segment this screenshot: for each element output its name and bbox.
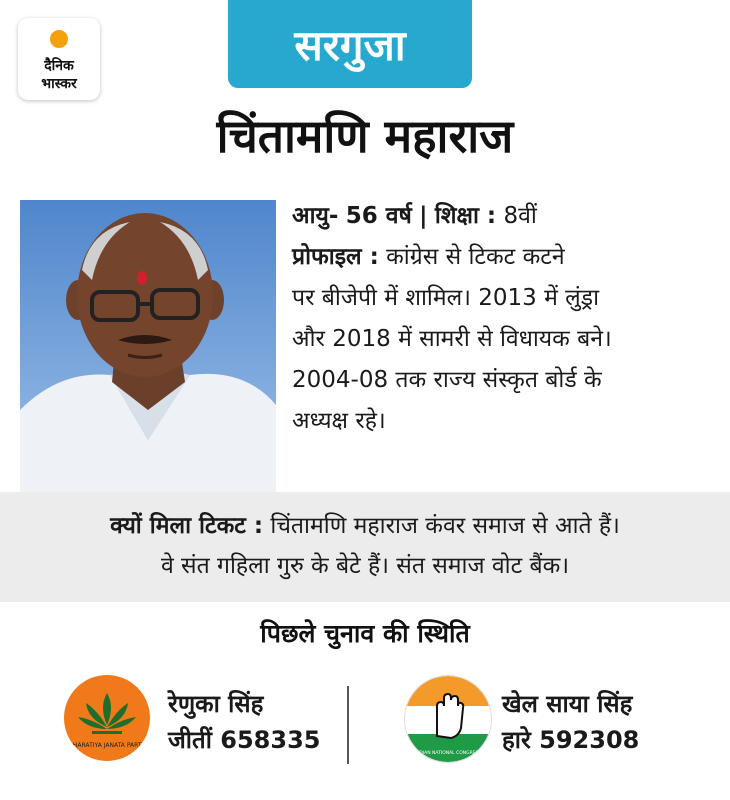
winner-status-row — [168, 722, 320, 758]
results-divider — [347, 686, 349, 764]
loser-votes: 592308 — [539, 726, 640, 754]
education-value: 8वीं — [503, 203, 537, 229]
dainik-bhaskar-logo — [18, 18, 100, 100]
age-label: आयु- — [292, 203, 339, 229]
sun-icon — [50, 30, 68, 48]
reason-line1: चिंतामणि महाराज कंवर समाज से आते हैं। — [270, 513, 620, 539]
profile-text: कांग्रेस से टिकट कटने — [386, 244, 565, 270]
logo-line2: भास्कर — [41, 76, 77, 92]
candidate-photo — [20, 200, 276, 492]
logo-line1: दैनिक — [44, 58, 74, 74]
profile-line: पर बीजेपी में शामिल। 2013 में लुंड्रा — [292, 285, 600, 311]
profile-line: और 2018 में सामरी से विधायक बने। — [292, 326, 612, 352]
ticket-reason-text — [10, 506, 720, 586]
winner-status: जीतीं — [168, 726, 212, 754]
bjp-lotus-icon — [64, 675, 150, 761]
congress-hand-icon — [405, 676, 491, 762]
profile-line: 2004-08 तक राज्य संस्कृत बोर्ड के — [292, 367, 602, 393]
age-education-row — [292, 196, 712, 237]
candidate-name: चिंतामणि महाराज — [216, 109, 514, 163]
winner-votes: 658335 — [220, 726, 321, 754]
age-value: 56 वर्ष — [345, 203, 412, 229]
loser-status-row — [502, 722, 639, 758]
region-banner: सरगुजा — [228, 0, 472, 88]
bjp-logo — [64, 675, 150, 761]
candidate-info — [292, 196, 712, 442]
congress-logo — [404, 675, 492, 763]
info-separator: | — [419, 203, 428, 229]
reason-label: क्यों मिला टिकट : — [110, 513, 264, 539]
profile-label: प्रोफाइल : — [292, 244, 379, 270]
profile-line: अध्यक्ष रहे। — [292, 408, 386, 434]
education-label: शिक्षा : — [434, 203, 497, 229]
bjp-logo-text: BHARATIYA JANATA PARTY — [68, 742, 146, 749]
winner-result — [168, 686, 320, 758]
loser-name: खेल साया सिंह — [502, 690, 633, 718]
reason-line2: वे संत गहिला गुरु के बेटे हैं। संत समाज वोट बैंक। — [160, 553, 570, 579]
portrait-illustration — [20, 200, 276, 492]
congress-logo-text: INDIAN NATIONAL CONGRESS — [414, 751, 482, 756]
reason-line — [10, 506, 720, 546]
ticket-reason-panel — [0, 492, 730, 602]
previous-election-title: पिछले चुनाव की स्थिति — [260, 619, 470, 648]
winner-name: रेणुका सिंह — [168, 690, 264, 718]
loser-result — [502, 686, 639, 758]
profile-line — [292, 237, 712, 278]
loser-status: हारे — [502, 726, 531, 754]
